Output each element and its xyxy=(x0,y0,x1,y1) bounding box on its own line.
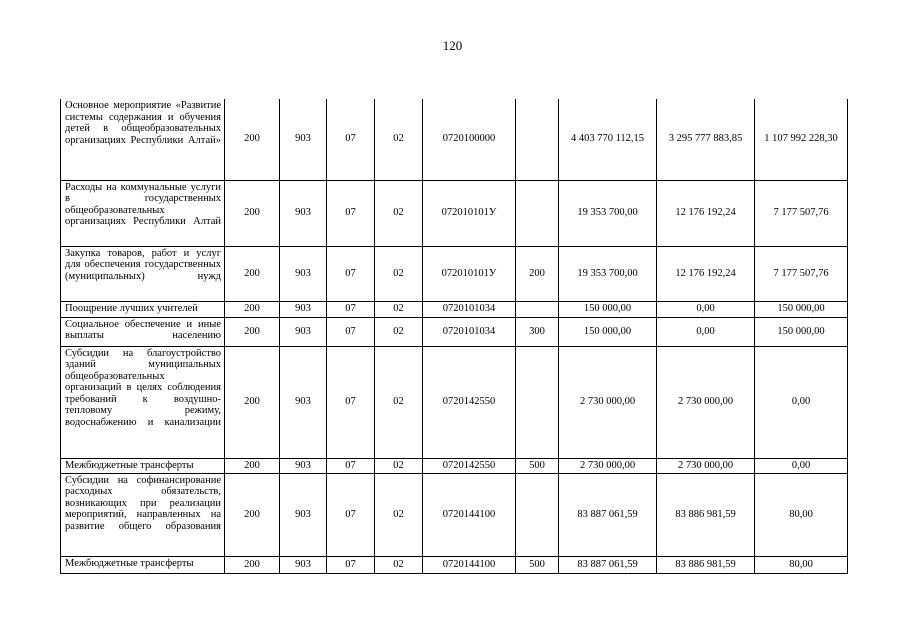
sum-3-cell: 80,00 xyxy=(755,473,848,556)
sum-1-cell: 2 730 000,00 xyxy=(559,346,657,458)
row-name-cell: Расходы на коммунальные услуги в государственных общеобразовательных организациях Республики Алтай xyxy=(61,180,225,246)
sum-1-cell: 19 353 700,00 xyxy=(559,246,657,301)
sum-2-cell: 0,00 xyxy=(657,317,755,346)
csr-code-cell: 072010101У xyxy=(423,246,516,301)
ved-code-cell: 903 xyxy=(280,301,327,317)
gr-code-cell: 200 xyxy=(225,458,280,473)
ved-code-cell: 903 xyxy=(280,458,327,473)
vr-code-cell xyxy=(516,99,559,180)
pr-code-cell: 02 xyxy=(375,556,423,573)
vr-code-cell: 200 xyxy=(516,246,559,301)
table-row xyxy=(61,458,848,473)
ved-code-cell: 903 xyxy=(280,473,327,556)
csr-code-cell: 072010101У xyxy=(423,180,516,246)
table-row xyxy=(61,317,848,346)
pr-code-cell: 02 xyxy=(375,99,423,180)
row-name-cell: Субсидии на софинансирование расходных обязательств, возникающих при реализации мероприятий, направленных на развитие общего образования xyxy=(61,473,225,556)
gr-code-cell: 200 xyxy=(225,246,280,301)
table-row xyxy=(61,346,848,458)
table-row xyxy=(61,246,848,301)
gr-code-cell: 200 xyxy=(225,301,280,317)
csr-code-cell: 0720142550 xyxy=(423,458,516,473)
rz-code-cell: 07 xyxy=(327,99,375,180)
csr-code-cell: 0720142550 xyxy=(423,346,516,458)
csr-code-cell: 0720144100 xyxy=(423,473,516,556)
sum-3-cell: 0,00 xyxy=(755,346,848,458)
sum-3-cell: 7 177 507,76 xyxy=(755,246,848,301)
sum-2-cell: 2 730 000,00 xyxy=(657,346,755,458)
sum-2-cell: 83 886 981,59 xyxy=(657,556,755,573)
sum-2-cell: 2 730 000,00 xyxy=(657,458,755,473)
rz-code-cell: 07 xyxy=(327,246,375,301)
sum-3-cell: 150 000,00 xyxy=(755,317,848,346)
ved-code-cell: 903 xyxy=(280,246,327,301)
sum-2-cell: 0,00 xyxy=(657,301,755,317)
sum-1-cell: 83 887 061,59 xyxy=(559,473,657,556)
sum-1-cell: 150 000,00 xyxy=(559,301,657,317)
ved-code-cell: 903 xyxy=(280,317,327,346)
row-name-cell: Социальное обеспечение и иные выплаты населению xyxy=(61,317,225,346)
page-number: 120 xyxy=(442,38,463,53)
pr-code-cell: 02 xyxy=(375,458,423,473)
pr-code-cell: 02 xyxy=(375,317,423,346)
rz-code-cell: 07 xyxy=(327,556,375,573)
row-name-cell: Закупка товаров, работ и услуг для обеспечения государственных (муниципальных) нужд xyxy=(61,246,225,301)
pr-code-cell: 02 xyxy=(375,473,423,556)
pr-code-cell: 02 xyxy=(375,246,423,301)
gr-code-cell: 200 xyxy=(225,317,280,346)
pr-code-cell: 02 xyxy=(375,180,423,246)
vr-code-cell: 500 xyxy=(516,458,559,473)
ved-code-cell: 903 xyxy=(280,99,327,180)
table-row xyxy=(61,180,848,246)
sum-3-cell: 80,00 xyxy=(755,556,848,573)
rz-code-cell: 07 xyxy=(327,317,375,346)
table-row xyxy=(61,301,848,317)
sum-2-cell: 3 295 777 883,85 xyxy=(657,99,755,180)
gr-code-cell: 200 xyxy=(225,180,280,246)
budget-table xyxy=(60,99,848,574)
vr-code-cell xyxy=(516,473,559,556)
row-name-cell: Межбюджетные трансферты xyxy=(61,556,225,573)
gr-code-cell: 200 xyxy=(225,473,280,556)
gr-code-cell: 200 xyxy=(225,99,280,180)
row-name-cell: Основное мероприятие «Развитие системы содержания и обучения детей в общеобразовательных организациях Республики Алтай» xyxy=(61,99,225,180)
sum-2-cell: 12 176 192,24 xyxy=(657,246,755,301)
table-row xyxy=(61,99,848,180)
vr-code-cell xyxy=(516,180,559,246)
sum-3-cell: 7 177 507,76 xyxy=(755,180,848,246)
vr-code-cell: 300 xyxy=(516,317,559,346)
rz-code-cell: 07 xyxy=(327,346,375,458)
ved-code-cell: 903 xyxy=(280,180,327,246)
sum-1-cell: 83 887 061,59 xyxy=(559,556,657,573)
sum-2-cell: 83 886 981,59 xyxy=(657,473,755,556)
sum-3-cell: 150 000,00 xyxy=(755,301,848,317)
sum-1-cell: 4 403 770 112,15 xyxy=(559,99,657,180)
row-name-cell: Поощрение лучших учителей xyxy=(61,301,225,317)
sum-2-cell: 12 176 192,24 xyxy=(657,180,755,246)
pr-code-cell: 02 xyxy=(375,346,423,458)
csr-code-cell: 0720100000 xyxy=(423,99,516,180)
table-row xyxy=(61,556,848,573)
rz-code-cell: 07 xyxy=(327,301,375,317)
sum-3-cell: 0,00 xyxy=(755,458,848,473)
table-row xyxy=(61,473,848,556)
sum-1-cell: 2 730 000,00 xyxy=(559,458,657,473)
csr-code-cell: 0720101034 xyxy=(423,317,516,346)
ved-code-cell: 903 xyxy=(280,346,327,458)
rz-code-cell: 07 xyxy=(327,180,375,246)
vr-code-cell xyxy=(516,301,559,317)
vr-code-cell xyxy=(516,346,559,458)
sum-1-cell: 19 353 700,00 xyxy=(559,180,657,246)
ved-code-cell: 903 xyxy=(280,556,327,573)
rz-code-cell: 07 xyxy=(327,473,375,556)
gr-code-cell: 200 xyxy=(225,556,280,573)
csr-code-cell: 0720144100 xyxy=(423,556,516,573)
sum-3-cell: 1 107 992 228,30 xyxy=(755,99,848,180)
csr-code-cell: 0720101034 xyxy=(423,301,516,317)
sum-1-cell: 150 000,00 xyxy=(559,317,657,346)
gr-code-cell: 200 xyxy=(225,346,280,458)
rz-code-cell: 07 xyxy=(327,458,375,473)
row-name-cell: Межбюджетные трансферты xyxy=(61,458,225,473)
pr-code-cell: 02 xyxy=(375,301,423,317)
vr-code-cell: 500 xyxy=(516,556,559,573)
table-body xyxy=(61,99,848,573)
row-name-cell: Субсидии на благоустройство зданий муниципальных общеобразовательных организаций в целях соблюдения требований к воздушно-тепловому режиму, водоснабжению и канализации xyxy=(61,346,225,458)
